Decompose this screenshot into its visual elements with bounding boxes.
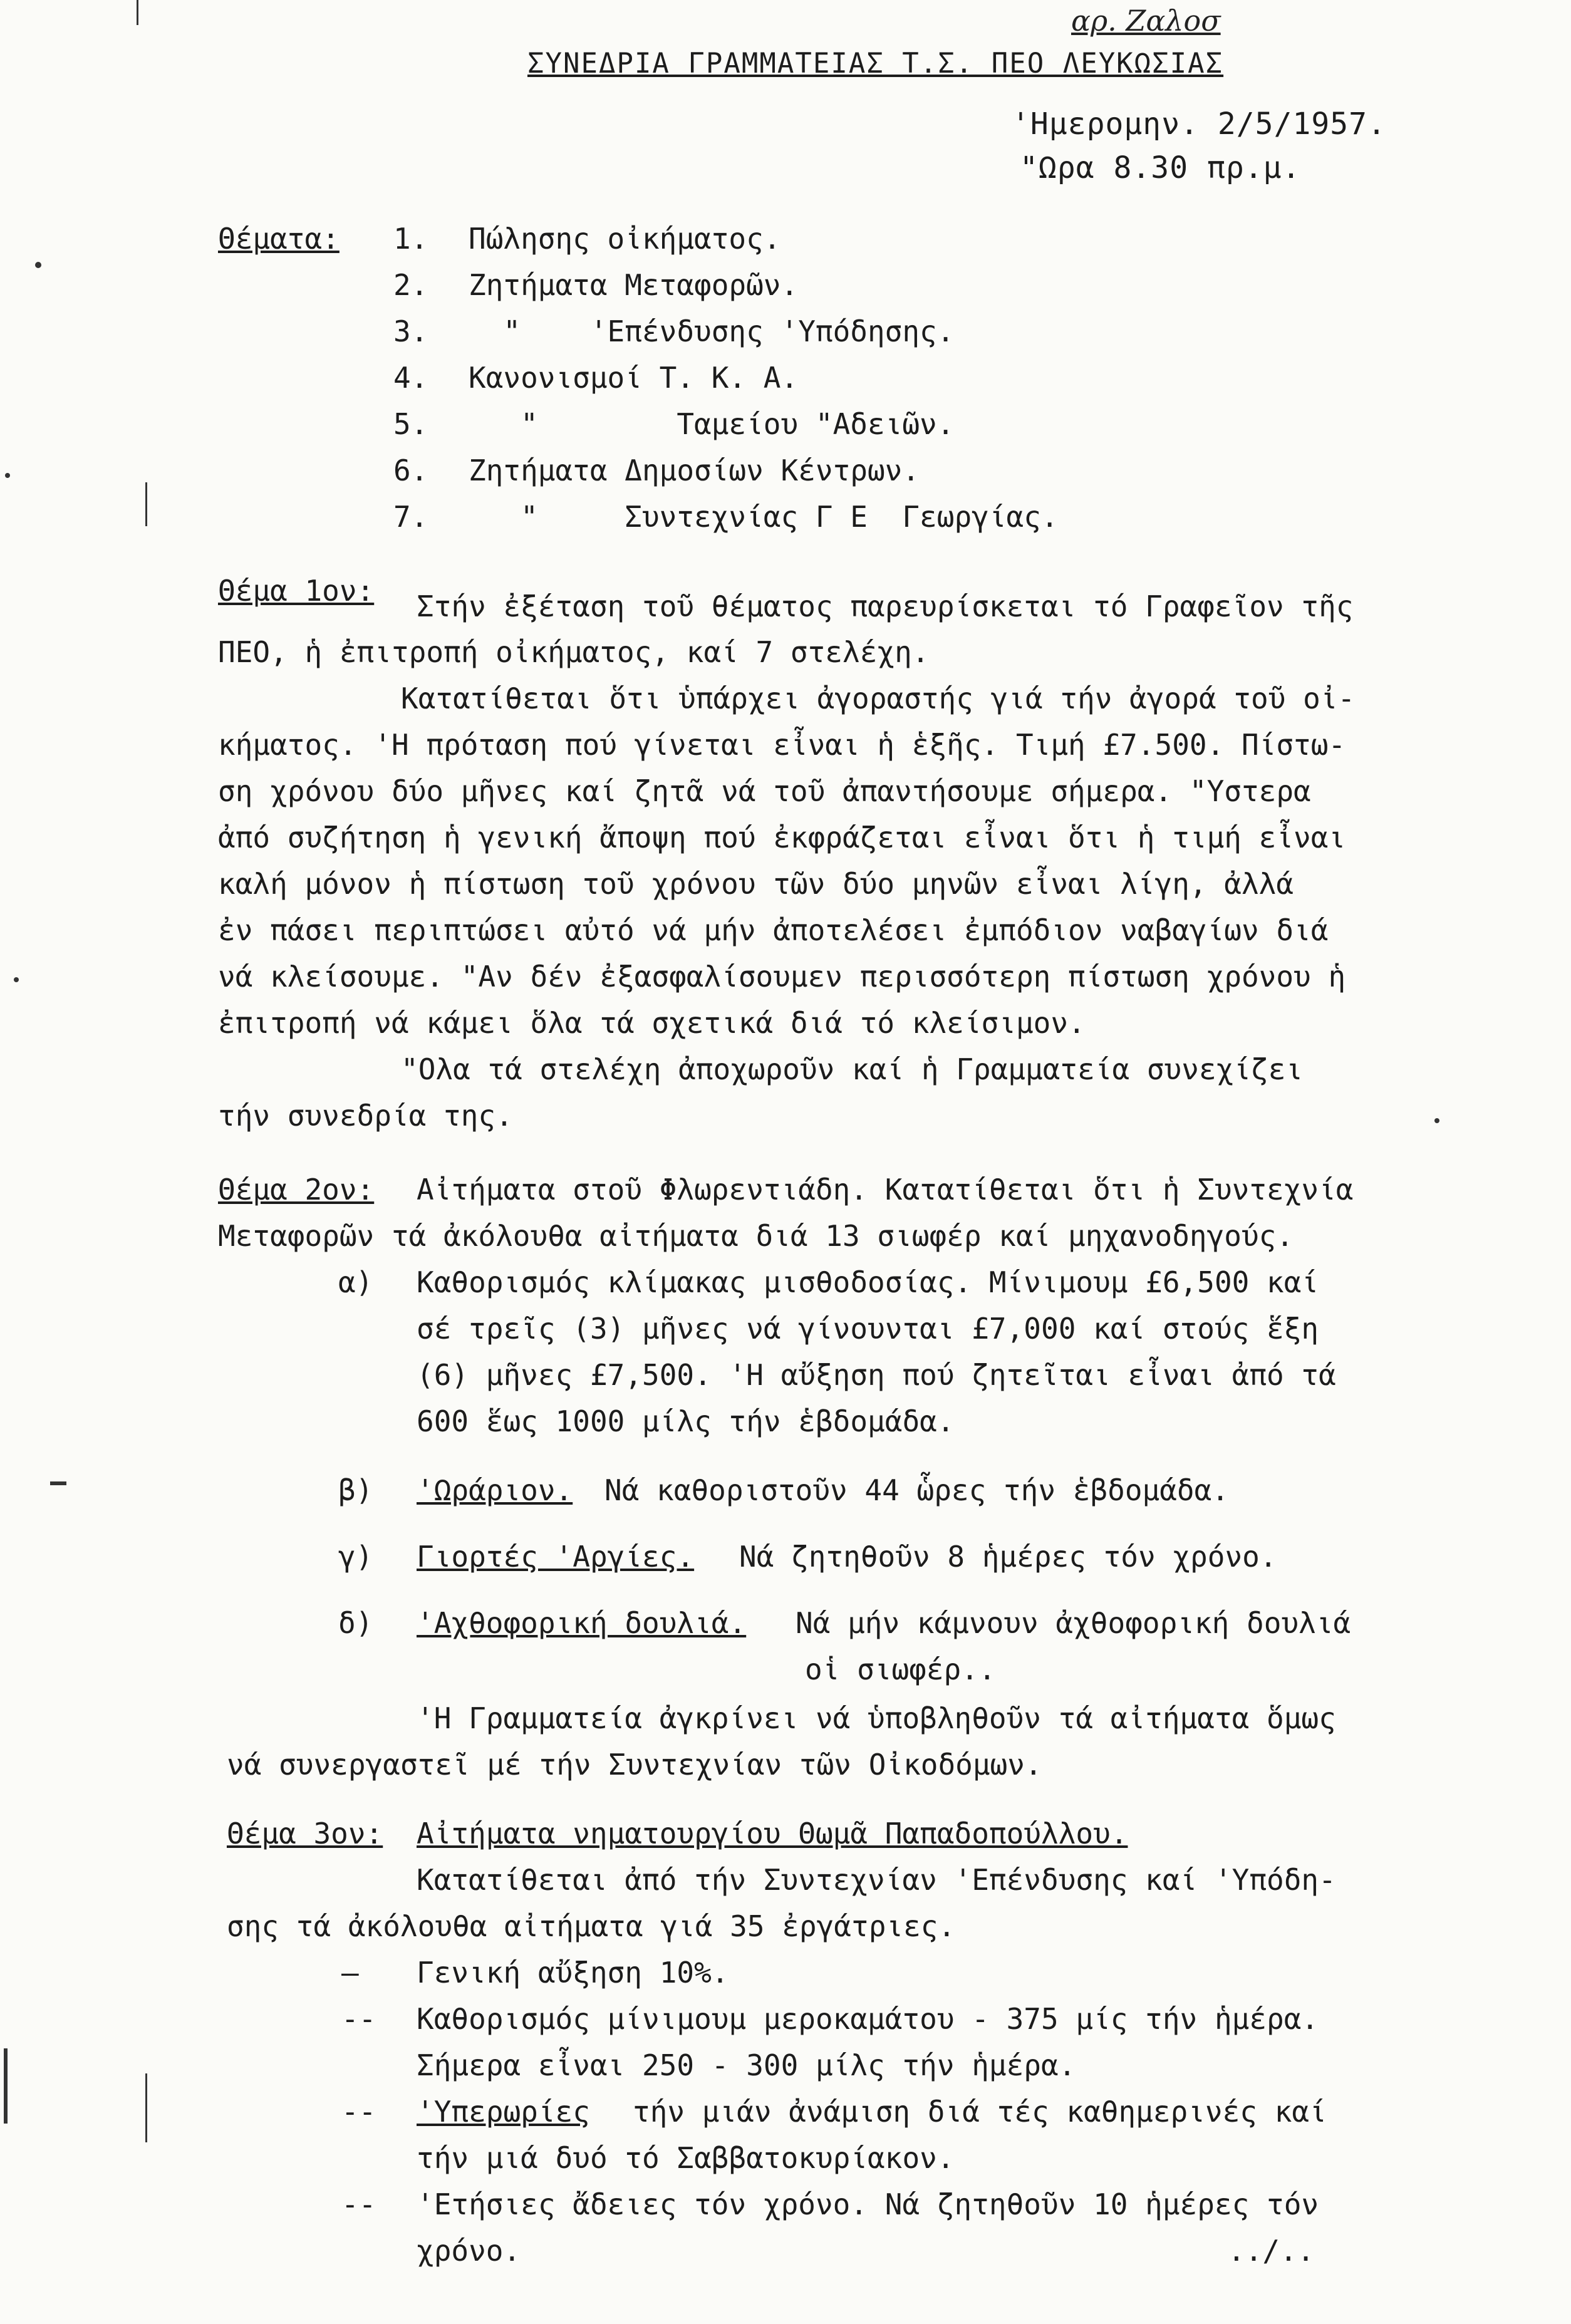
margin-mark (35, 262, 41, 268)
theme-2-item-a-line: σέ τρεῖς (3) μῆνες νά γίνουνται £7,000 καί στούς ἕξη (417, 1312, 1319, 1346)
theme-3-item-line: Σήμερα εἶναι 250 - 300 μίλς τήν ἡμέρα. (417, 2048, 1076, 2082)
theme-2-closing-line: νά συνεργαστεῖ μέ τήν Συντεχνίαν τῶν Οἰκοδόμων. (227, 1748, 1042, 1782)
theme-3-title: Αἰτήματα νηματουργίου Θωμᾶ Παπαδοπούλλου. (417, 1817, 1128, 1850)
theme-3-item-line: Καθορισμός μίνιμουμ μεροκαμάτου - 375 μίς τήν ἡμέρα. (417, 2002, 1319, 2036)
margin-mark (145, 482, 147, 526)
theme-1-heading: Θέμα 1ον: (218, 574, 375, 608)
margin-mark (4, 2048, 8, 2124)
theme-2-intro-line: Αἰτήματα στοῦ Φλωρεντιάδη. Κατατίθεται ὅτι ἡ Συντεχνία (417, 1173, 1354, 1206)
topic-6-text: Ζητήματα Δημοσίων Κέντρων. (469, 454, 920, 487)
theme-3-item-mark: — (341, 1956, 359, 1989)
theme-1-line: ἐπιτροπή νά κάμει ὅλα τά σχετικά διά τό κλείσιμον. (218, 1006, 1086, 1040)
topic-6-number: 6. (393, 454, 428, 487)
theme-3-item-line: χρόνο. (417, 2234, 521, 2268)
topic-2-number: 2. (393, 268, 428, 302)
theme-2-item-a-line: Καθορισμός κλίμακας μισθοδοσίας. Μίνιμουμ £6,500 καί (417, 1265, 1319, 1299)
theme-2-item-d-line: Νά μήν κάμνουν ἀχθοφορική δουλιά (796, 1606, 1351, 1640)
margin-mark (137, 0, 138, 25)
theme-2-item-a-line: (6) μῆνες £7,500. 'Η αὔξηση πού ζητεῖται εἶναι ἀπό τά (417, 1358, 1336, 1392)
meeting-date: 'Ημερομην. 2/5/1957. (1012, 106, 1386, 142)
theme-2-item-d-line: οἱ σιωφέρ.. (805, 1652, 996, 1686)
theme-1-line: Κατατίθεται ὅτι ὑπάρχει ἀγοραστής γιά τήν ἀγορά τοῦ οἰ- (401, 682, 1356, 715)
theme-2-item-c-mark: γ) (338, 1540, 373, 1574)
topic-7-text: " Συντεχνίας Γ Ε Γεωργίας. (469, 500, 1059, 534)
theme-2-item-a-mark: α) (338, 1265, 373, 1299)
topic-4-number: 4. (393, 361, 428, 395)
theme-2-item-a-line: 600 ἕως 1000 μίλς τήν ἑβδομάδα. (417, 1404, 955, 1438)
theme-1-line: ση χρόνου δύο μῆνες καί ζητᾶ νά τοῦ ἀπαντήσουμε σήμερα. "Υστερα (218, 774, 1311, 808)
theme-3-item-heading: 'Υπερωρίες (417, 2095, 590, 2129)
theme-2-item-b-mark: β) (338, 1473, 373, 1507)
theme-1-line: νά κλείσουμε. "Αν δέν ἐξασφαλίσουμεν περισσότερη πίστωση χρόνου ἡ (218, 960, 1346, 993)
theme-3-item-line: τήν μιάν ἀνάμιση διά τές καθημερινές καί (633, 2095, 1327, 2129)
margin-mark (5, 473, 10, 478)
margin-mark (50, 1481, 66, 1485)
theme-3-item-mark: -- (341, 2095, 376, 2129)
theme-2-item-c-line: Νά ζητηθοῦν 8 ἡμέρες τόν χρόνο. (739, 1540, 1277, 1574)
theme-1-line: ἐν πάσει περιπτώσει αὐτό νά μήν ἀποτελέσει ἐμπόδιον ναβαγίων διά (218, 913, 1329, 947)
margin-mark (14, 977, 19, 982)
theme-2-heading: Θέμα 2ον: (218, 1173, 375, 1206)
theme-2-item-c-heading: Γιορτές 'Αργίες. (417, 1540, 695, 1574)
topic-3-number: 3. (393, 314, 428, 348)
handwritten-note: αρ. Ζαλοσ (1071, 4, 1221, 38)
topic-2-text: Ζητήματα Μεταφορῶν. (469, 268, 799, 302)
margin-mark (1434, 1118, 1439, 1123)
topic-5-text: " Ταμείου "Αδειῶν. (469, 407, 955, 441)
continued-mark: ../.. (1228, 2234, 1315, 2268)
theme-3-intro-line: σης τά ἀκόλουθα αἰτήματα γιά 35 ἐργάτριες. (227, 1909, 956, 1943)
theme-1-line: κήματος. 'Η πρόταση πού γίνεται εἶναι ἡ ἑξῆς. Τιμή £7.500. Πίστω- (218, 728, 1346, 762)
theme-2-item-b-line: Νά καθοριστοῦν 44 ὧρες τήν ἑβδομάδα. (604, 1473, 1229, 1507)
theme-1-line: ἀπό συζήτηση ἡ γενική ἄποψη πού ἐκφράζεται εἶναι ὅτι ἡ τιμή εἶναι (218, 821, 1346, 854)
theme-3-item-line: Γενική αὔξηση 10%. (417, 1956, 729, 1989)
theme-3-heading: Θέμα 3ον: (227, 1817, 383, 1850)
topic-4-text: Κανονισμοί Τ. Κ. Α. (469, 361, 799, 395)
document-title: ΣΥΝΕΔΡΙΑ ΓΡΑΜΜΑΤΕΙΑΣ Τ.Σ. ΠΕΟ ΛΕΥΚΩΣΙΑΣ (527, 48, 1224, 80)
theme-1-line: καλή μόνον ἡ πίστωση τοῦ χρόνου τῶν δύο μηνῶν εἶναι λίγη, ἀλλά (218, 867, 1294, 901)
topic-1-number: 1. (393, 222, 428, 256)
theme-1-line: τήν συνεδρία της. (218, 1099, 513, 1133)
topic-3-text: " 'Επένδυσης 'Υπόδησης. (469, 314, 955, 348)
topics-label: Θέματα: (218, 222, 340, 256)
meeting-time: "Ωρα 8.30 πρ.μ. (1020, 150, 1301, 185)
theme-2-item-d-heading: 'Αχθοφορική δουλιά. (417, 1606, 747, 1640)
theme-3-item-mark: -- (341, 2002, 376, 2036)
topic-5-number: 5. (393, 407, 428, 441)
theme-3-item-mark: -- (341, 2187, 376, 2221)
theme-2-item-b-heading: 'Ωράριον. (417, 1473, 573, 1507)
theme-1-line: Στήν ἐξέταση τοῦ θέματος παρευρίσκεται τό Γραφεῖον τῆς (417, 589, 1354, 623)
theme-2-intro-line: Μεταφορῶν τά ἀκόλουθα αἰτήματα διά 13 σιωφέρ καί μηχανοδηγούς. (218, 1219, 1294, 1253)
theme-2-item-d-mark: δ) (338, 1606, 373, 1640)
topic-7-number: 7. (393, 500, 428, 534)
theme-3-intro-line: Κατατίθεται ἀπό τήν Συντεχνίαν 'Επένδυσης καί 'Υπόδη- (417, 1863, 1336, 1897)
theme-1-line: "Ολα τά στελέχη ἀποχωροῦν καί ἡ Γραμματεία συνεχίζει (401, 1052, 1304, 1086)
theme-3-item-line: τήν μιά δυό τό Σαββατοκυρίακον. (417, 2141, 955, 2175)
theme-2-closing-line: 'Η Γραμματεία ἀγκρίνει νά ὑποβληθοῦν τά αἰτήματα ὅμως (417, 1701, 1336, 1735)
theme-3-item-line: 'Ετήσιες ἄδειες τόν χρόνο. Νά ζητηθοῦν 10 ἡμέρες τόν (417, 2187, 1319, 2221)
theme-1-line: ΠΕΟ, ἡ ἐπιτροπή οἰκήματος, καί 7 στελέχη. (218, 635, 930, 669)
topic-1-text: Πώλησης οἰκήματος. (469, 222, 781, 256)
margin-mark (145, 2073, 147, 2142)
